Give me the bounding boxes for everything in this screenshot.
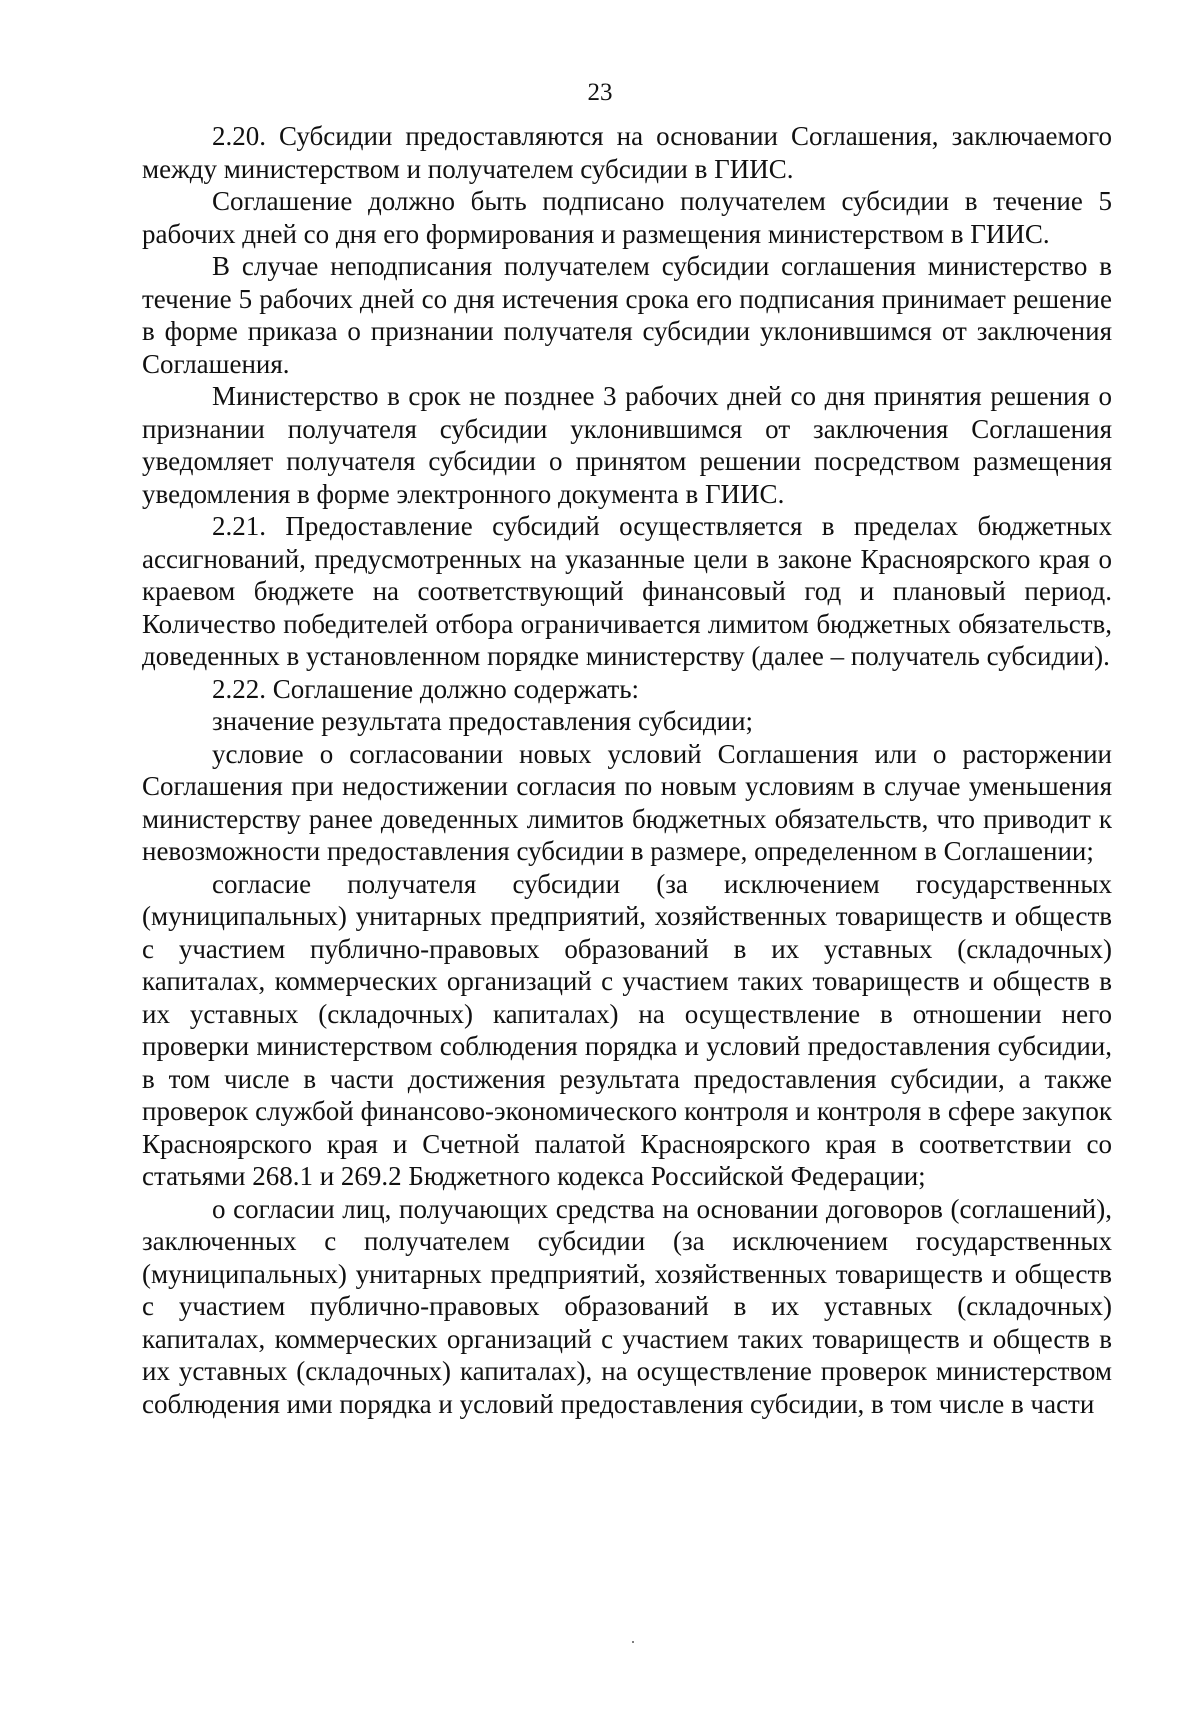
document-body (142, 120, 1112, 1420)
paragraph-notification: Министерство в срок не позднее 3 рабочих дней со дня принятия решения о признании получателя субсидии уклонившимся от заключения Соглашения уведомляет получателя субсидии о принятом решении посредством размещения уведомления в форме электронного документа в ГИИС. (142, 381, 1112, 509)
paragraph-recipient-consent: согласие получателя субсидии (за исключением государственных (муниципальных) унитарных предприятий, хозяйственных товариществ и обществ с участием публично-правовых образований в их уставных (складочных) капиталах, коммерческих организаций с участием таких товариществ и обществ в их уставных (складочных) капиталах) на осуществление в отношении него проверки министерством соблюдения порядка и условий предоставления субсидии, в том числе в части достижения результата предоставления субсидии, а также проверок службой финансово-экономического контроля и контроля в сфере закупок Красноярского края и Счетной палатой Красноярского края в соответствии со статьями 268.1 и 269.2 Бюджетного кодекса Российской Федерации; (142, 868, 1112, 1191)
paragraph-third-party-consent: о согласии лиц, получающих средства на основании договоров (соглашений), заключенных с получателем субсидии (за исключением государственных (муниципальных) унитарных предприятий, хозяйственных товариществ и обществ с участием публично-правовых образований в их уставных (складочных) капиталах, коммерческих организаций с участием таких товариществ и обществ в их уставных (складочных) капиталах), на осуществление проверок министерством соблюдения ими порядка и условий предоставления субсидии, в том числе в части (142, 1193, 1112, 1419)
paragraph-2-20: 2.20. Субсидии предоставляются на основании Соглашения, заключаемого между министерством и получателем субсидии в ГИИС. (142, 121, 1112, 184)
paragraph-signing-deadline: Соглашение должно быть подписано получателем субсидии в течение 5 рабочих дней со дня его формирования и размещения министерством в ГИИС. (142, 186, 1112, 249)
paragraph-new-conditions: условие о согласовании новых условий Соглашения или о расторжении Соглашения при недостижении согласия по новым условиям в случае уменьшения министерству ранее доведенных лимитов бюджетных обязательств, что приводит к невозможности предоставления субсидии в размере, определенном в Соглашении; (142, 738, 1112, 866)
paragraph-2-22: 2.22. Соглашение должно содержать: (212, 673, 640, 704)
page-number: 23 (587, 79, 613, 106)
paragraph-2-21: 2.21. Предоставление субсидий осуществляется в пределах бюджетных ассигнований, предусмотренных на указанные цели в законе Красноярского края о краевом бюджете на соответствующий финансовый год и плановый период. Количество победителей отбора ограничивается лимитом бюджетных обязательств, доведенных в установленном порядке министерству (далее – получатель субсидии). (142, 511, 1112, 671)
scan-speck (632, 1641, 634, 1643)
paragraph-non-signing: В случае неподписания получателем субсидии соглашения министерство в течение 5 рабочих дней со дня истечения срока его подписания принимает решение в форме приказа о признании получателя субсидии уклонившимся от заключения Соглашения. (142, 251, 1112, 379)
paragraph-result-value: значение результата предоставления субсидии; (212, 706, 754, 736)
